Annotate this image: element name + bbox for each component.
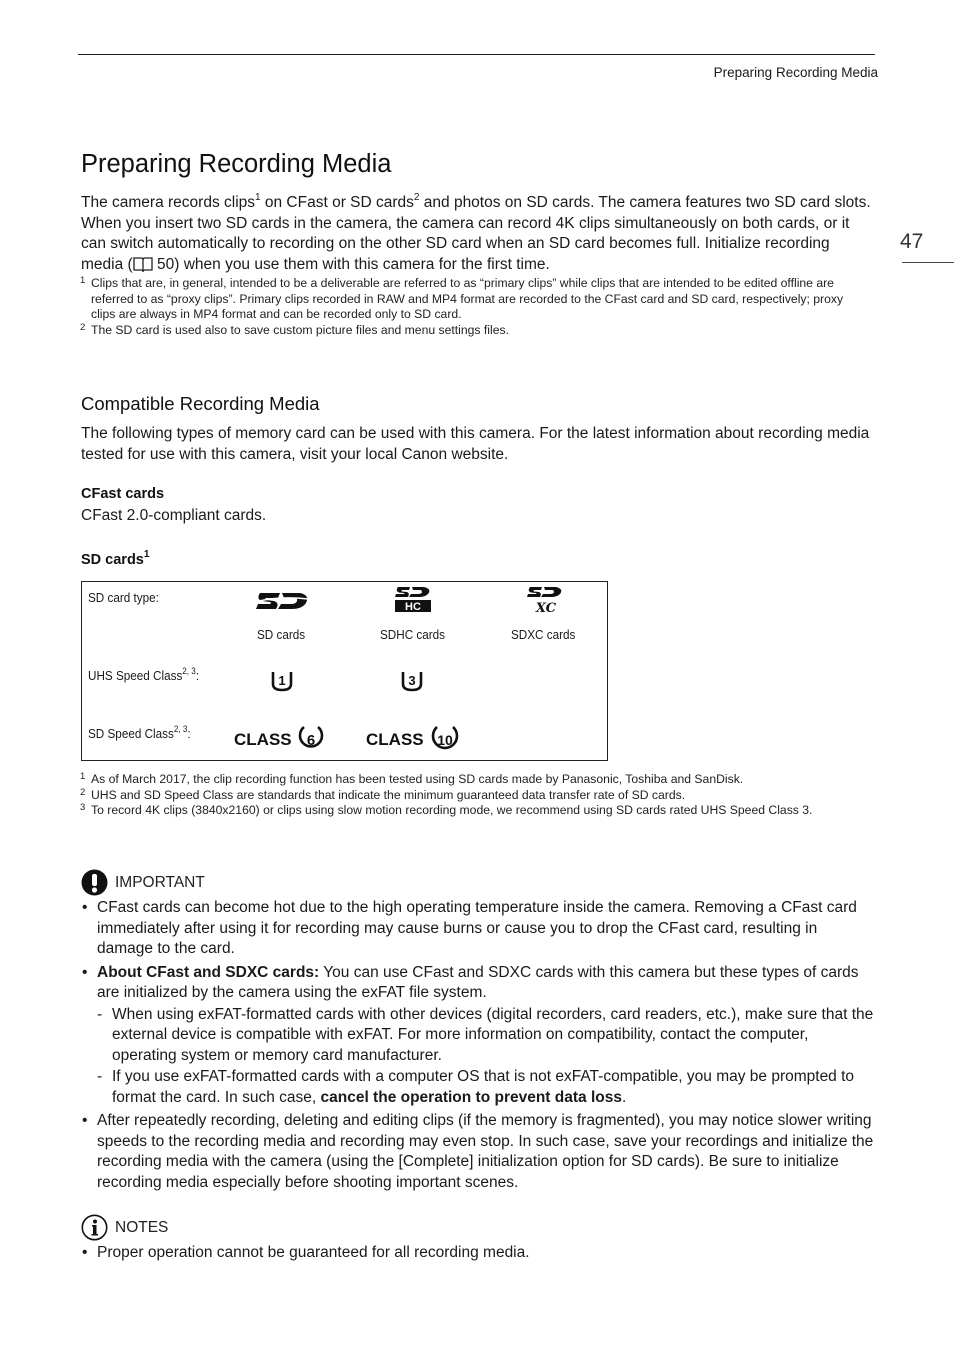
table-footnotes bbox=[80, 772, 860, 819]
svg-text:XC: XC bbox=[535, 601, 557, 614]
bullet: • bbox=[82, 1112, 88, 1129]
footnote-mark: 1 bbox=[80, 771, 86, 782]
speed-class-6-icon bbox=[234, 723, 330, 758]
svg-text:6: 6 bbox=[306, 732, 316, 749]
speed-footnote-ref: 2, 3 bbox=[173, 724, 188, 734]
intro-paragraph bbox=[81, 193, 876, 278]
important-heading bbox=[81, 869, 281, 896]
important-list bbox=[81, 898, 876, 1193]
uhs-class-1-icon bbox=[270, 670, 294, 697]
table-footnote-2 bbox=[80, 788, 860, 804]
list-item bbox=[81, 898, 876, 960]
list-item bbox=[81, 1111, 876, 1193]
sd-speed-label bbox=[88, 726, 191, 741]
dash: - bbox=[97, 1005, 103, 1023]
bullet-text: Proper operation cannot be guaranteed for all recording media. bbox=[97, 1244, 530, 1261]
page-number-rule bbox=[902, 262, 954, 263]
table-footnote-1 bbox=[80, 772, 860, 788]
sd-logo-icon bbox=[254, 590, 310, 617]
footnote-mark: 2 bbox=[80, 786, 86, 798]
uhs-speed-label bbox=[88, 668, 199, 683]
sub-item-bold: cancel the operation to prevent data loss bbox=[320, 1088, 622, 1106]
card-name-sdhc: SDHC cards bbox=[380, 627, 446, 642]
header-rule bbox=[78, 54, 875, 55]
speed-label-text: SD Speed Class bbox=[88, 726, 174, 741]
uhs-footnote-ref: 2, 3 bbox=[182, 666, 196, 676]
notes-label: NOTES bbox=[115, 1219, 169, 1236]
footnote-text: As of March 2017, the clip recording function has been tested using SD cards made by Panasonic, Toshiba and SanDisk. bbox=[91, 772, 744, 786]
footnote-2 bbox=[80, 323, 860, 339]
bullet: • bbox=[82, 963, 88, 981]
footnote-text: The SD card is used also to save custom picture files and menu settings files. bbox=[91, 322, 509, 337]
footnote-1 bbox=[80, 276, 860, 323]
sd-card-table bbox=[81, 581, 608, 761]
svg-text:CLASS: CLASS bbox=[366, 730, 424, 749]
card-name-sd: SD cards bbox=[257, 627, 306, 642]
footnote-ref-1[interactable]: 1 bbox=[143, 549, 150, 560]
intro-footnotes bbox=[80, 276, 860, 338]
intro-text-c: and photos on SD cards. The camera features two SD card slots. When you insert two SD cards in the camera, the camera can record 4K clips simultaneously on both cards, or it can switch automatically to recording on the other SD card when an SD card becomes full. Initialize recording media ( bbox=[81, 194, 871, 273]
colon: : bbox=[195, 668, 200, 683]
footnote-ref-2[interactable]: 2 bbox=[413, 192, 420, 203]
sub-item-end: . bbox=[621, 1088, 627, 1106]
page-title: Preparing Recording Media bbox=[81, 150, 392, 178]
bullet-bold-lead: About CFast and SDXC cards: bbox=[97, 963, 320, 981]
card-type-label: SD card type: bbox=[88, 590, 159, 605]
list-item bbox=[81, 963, 876, 1004]
footnote-mark: 2 bbox=[80, 321, 86, 333]
intro-text-b: on CFast or SD cards bbox=[260, 194, 414, 211]
table-footnote-3 bbox=[80, 803, 860, 819]
notes-heading bbox=[81, 1214, 281, 1241]
important-label: IMPORTANT bbox=[115, 874, 205, 891]
footnote-mark: 3 bbox=[80, 802, 86, 813]
sdhc-logo-icon bbox=[392, 586, 434, 619]
dash: - bbox=[97, 1068, 103, 1085]
footnote-mark: 1 bbox=[80, 275, 86, 286]
notes-list bbox=[81, 1243, 876, 1264]
list-item bbox=[81, 1243, 876, 1264]
bullet-text: You can use CFast and SDXC cards with this camera but these types of cards are initialized by the camera using the exFAT file system. bbox=[97, 963, 859, 1001]
info-icon bbox=[81, 1214, 108, 1246]
uhs-class-3-icon bbox=[400, 670, 424, 697]
footnote-ref-1[interactable]: 1 bbox=[255, 192, 261, 203]
cfast-text: CFast 2.0-compliant cards. bbox=[81, 507, 267, 524]
bullet-text: After repeatedly recording, deleting and editing clips (if the memory is fragmented), you may notice slower writing speeds to the recording media and recording may even stop. In such case, save your recordings and initialize the recording media with the camera (using the [Complete] initialization option for SD cards). Be sure to initialize recording media especially before shooting important scenes. bbox=[97, 1112, 874, 1191]
footnote-text: Clips that are, in general, intended to be a deliverable are referred to as “primary clips” while clips that are intended to be edited offline are referred to as “proxy clips”. Primary clips recorded in RAW and MP4 format are recorded to the CFast card and SD card, respectively; proxy clips are always in MP4 format and can be recorded only to SD card. bbox=[91, 276, 844, 321]
colon: : bbox=[187, 726, 191, 741]
svg-text:3: 3 bbox=[408, 673, 416, 688]
sdxc-logo-icon bbox=[522, 586, 566, 619]
footnote-text: UHS and SD Speed Class are standards that indicate the minimum guaranteed data transfer rate of SD cards. bbox=[91, 787, 686, 802]
sub-list-item bbox=[81, 1005, 876, 1067]
bullet-text: CFast cards can become hot due to the high operating temperature inside the camera. Removing a CFast card immediately after using it for recording may cause burns or cause you to drop the CFast card, resulting in damage to the card. bbox=[97, 899, 857, 957]
bullet: • bbox=[82, 1244, 88, 1261]
sub-list-item bbox=[81, 1067, 876, 1108]
card-name-sdxc: SDXC cards bbox=[511, 627, 576, 642]
intro-text-a: The camera records clips bbox=[81, 194, 256, 211]
svg-text:CLASS: CLASS bbox=[234, 730, 292, 749]
section-heading: Compatible Recording Media bbox=[81, 393, 320, 414]
sd-heading-text: SD cards bbox=[81, 552, 144, 568]
running-title: Preparing Recording Media bbox=[713, 65, 878, 80]
cfast-heading: CFast cards bbox=[81, 486, 165, 502]
exclamation-icon bbox=[81, 869, 108, 901]
bullet: • bbox=[82, 899, 88, 916]
svg-text:HC: HC bbox=[405, 601, 421, 613]
page-number: 47 bbox=[900, 230, 924, 253]
sub-item-text: When using exFAT-formatted cards with other devices (digital recorders, card readers, etc.), make sure that the external device is compatible with exFAT. For more information on compatibility, contact the computer, operating system or memory card manufacturer. bbox=[112, 1005, 874, 1064]
svg-text:1: 1 bbox=[278, 673, 286, 688]
sub-item-text: If you use exFAT-formatted cards with a computer OS that is not exFAT-compatible, you may be prompted to format the card. In such case, bbox=[112, 1068, 855, 1106]
sd-heading bbox=[81, 549, 150, 568]
footnote-text: To record 4K clips (3840x2160) or clips using slow motion recording mode, we recommend using SD cards rated UHS Speed Class 3. bbox=[91, 803, 813, 817]
compatible-paragraph: The following types of memory card can be used with this camera. For the latest information about recording media tested for use with this camera, visit your local Canon website. bbox=[81, 425, 870, 463]
speed-class-10-icon bbox=[366, 723, 466, 758]
book-icon[interactable] bbox=[133, 256, 153, 279]
intro-text-ref: 50) when you use them with this camera for the first time. bbox=[152, 255, 550, 273]
svg-text:10: 10 bbox=[437, 732, 453, 748]
uhs-label-text: UHS Speed Class bbox=[88, 668, 183, 683]
